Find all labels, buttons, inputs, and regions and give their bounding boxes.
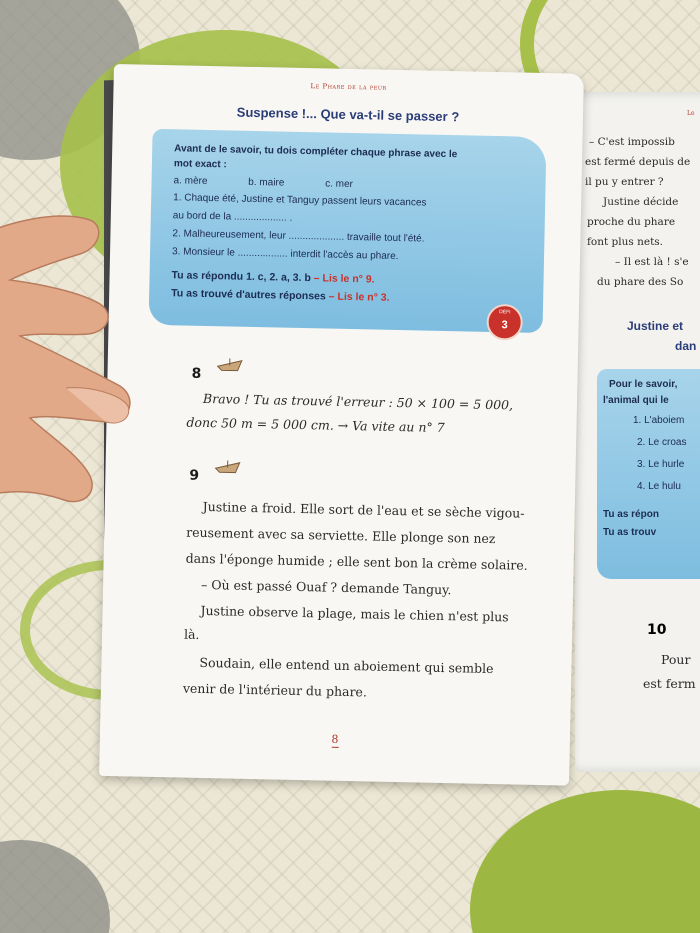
- right-box-line: 4. Le hulu: [637, 481, 681, 492]
- section9-line: Justine a froid. Elle sort de l'eau et se sèche vigou-: [202, 498, 525, 521]
- cloth-pattern-green-bottom: [470, 790, 700, 933]
- running-head: Le Phare de la peur: [310, 82, 387, 92]
- defi-badge: [486, 304, 523, 341]
- section-number-9: 9: [189, 467, 200, 484]
- section8-line: Bravo ! Tu as trouvé l'erreur : 50 × 100 = 5 000,: [202, 390, 514, 413]
- right-line: est ferm: [643, 676, 696, 691]
- right-line: du phare des So: [597, 276, 684, 288]
- right-title-line: dan: [675, 339, 697, 353]
- section8-line: donc 50 m = 5 000 cm. → Va vite au n° 7: [186, 414, 445, 436]
- section9-line: – Où est passé Ouaf ? demande Tanguy.: [200, 576, 452, 598]
- right-box-line: 2. Le croas: [637, 437, 687, 448]
- answer-jump-link: – Lis le n° 3.: [328, 290, 390, 304]
- quiz-answer-2: [171, 287, 390, 304]
- quiz-options: [173, 175, 513, 193]
- section9-line: là.: [183, 626, 200, 642]
- boat-icon: [213, 458, 241, 475]
- right-box-line: l'animal qui le: [603, 395, 669, 406]
- page-number-text: 8: [331, 732, 339, 746]
- cloth-pattern-gray-bottom: [0, 840, 110, 933]
- answer-text: Tu as répondu 1. c, 2. a, 3. b: [171, 269, 311, 285]
- answer-text: Tu as trouvé d'autres réponses: [171, 287, 326, 303]
- quiz-box: [149, 129, 547, 333]
- right-line: – Il est là ! s'e: [615, 256, 689, 268]
- right-box-line: Pour le savoir,: [609, 379, 678, 390]
- defi-badge-label: DÉFI: [499, 309, 511, 316]
- right-section-number: 10: [647, 622, 667, 638]
- right-line: proche du phare: [587, 216, 676, 228]
- right-running-head: Le: [687, 110, 695, 117]
- right-box-line: Tu as trouv: [603, 527, 657, 538]
- right-box-line: Tu as répon: [603, 509, 659, 520]
- section9-line: Justine observe la plage, mais le chien n'est plus: [200, 602, 509, 625]
- section-number-8: 8: [191, 365, 202, 382]
- quiz-question-1: 1. Chaque été, Justine et Tanguy passent leurs vacances: [173, 192, 427, 209]
- quiz-option: c. mer: [325, 178, 354, 191]
- answer-jump-link: – Lis le n° 9.: [313, 272, 375, 286]
- quiz-question-2: 2. Malheureusement, leur .................... travaille tout l'été.: [172, 228, 425, 245]
- right-page: [575, 92, 700, 772]
- right-section-title: [627, 316, 696, 356]
- page-number: [100, 728, 570, 751]
- hand-image: [0, 200, 160, 560]
- quiz-intro: Avant de le savoir, tu dois compléter chaque phrase avec le mot exact :: [173, 143, 458, 171]
- section-title: Suspense !... Que va-t-il se passer ?: [236, 104, 460, 125]
- quiz-question-1-cont: au bord de la ................... .: [172, 210, 293, 224]
- right-line: font plus nets.: [587, 236, 664, 248]
- right-line: – C'est impossib: [589, 136, 675, 148]
- right-title-line: Justine et: [627, 319, 684, 333]
- left-page: [99, 64, 584, 786]
- quiz-option: b. maire: [248, 176, 285, 189]
- section9-line: venir de l'intérieur du phare.: [182, 680, 368, 700]
- quiz-question-3: 3. Monsieur le .................. interdit l'accès au phare.: [171, 246, 399, 262]
- right-line: Justine décide: [603, 196, 679, 208]
- section9-line: Soudain, elle entend un aboiement qui semble: [199, 654, 494, 677]
- right-line: est fermé depuis de: [585, 156, 691, 168]
- boat-icon: [216, 356, 244, 373]
- right-box-line: 3. Le hurle: [637, 459, 685, 470]
- defi-badge-number: 3: [501, 319, 508, 332]
- quiz-answer-1: [171, 269, 374, 285]
- section9-line: dans l'éponge humide ; elle sent bon la crème solaire.: [185, 550, 528, 573]
- quiz-option: a. mère: [173, 175, 208, 187]
- section9-line: reusement avec sa serviette. Elle plonge son nez: [186, 524, 496, 547]
- right-line: Pour: [661, 652, 691, 667]
- right-line: il pu y entrer ?: [585, 176, 664, 188]
- right-box-line: 1. L'aboiem: [633, 415, 685, 426]
- right-quiz-box: [597, 369, 700, 579]
